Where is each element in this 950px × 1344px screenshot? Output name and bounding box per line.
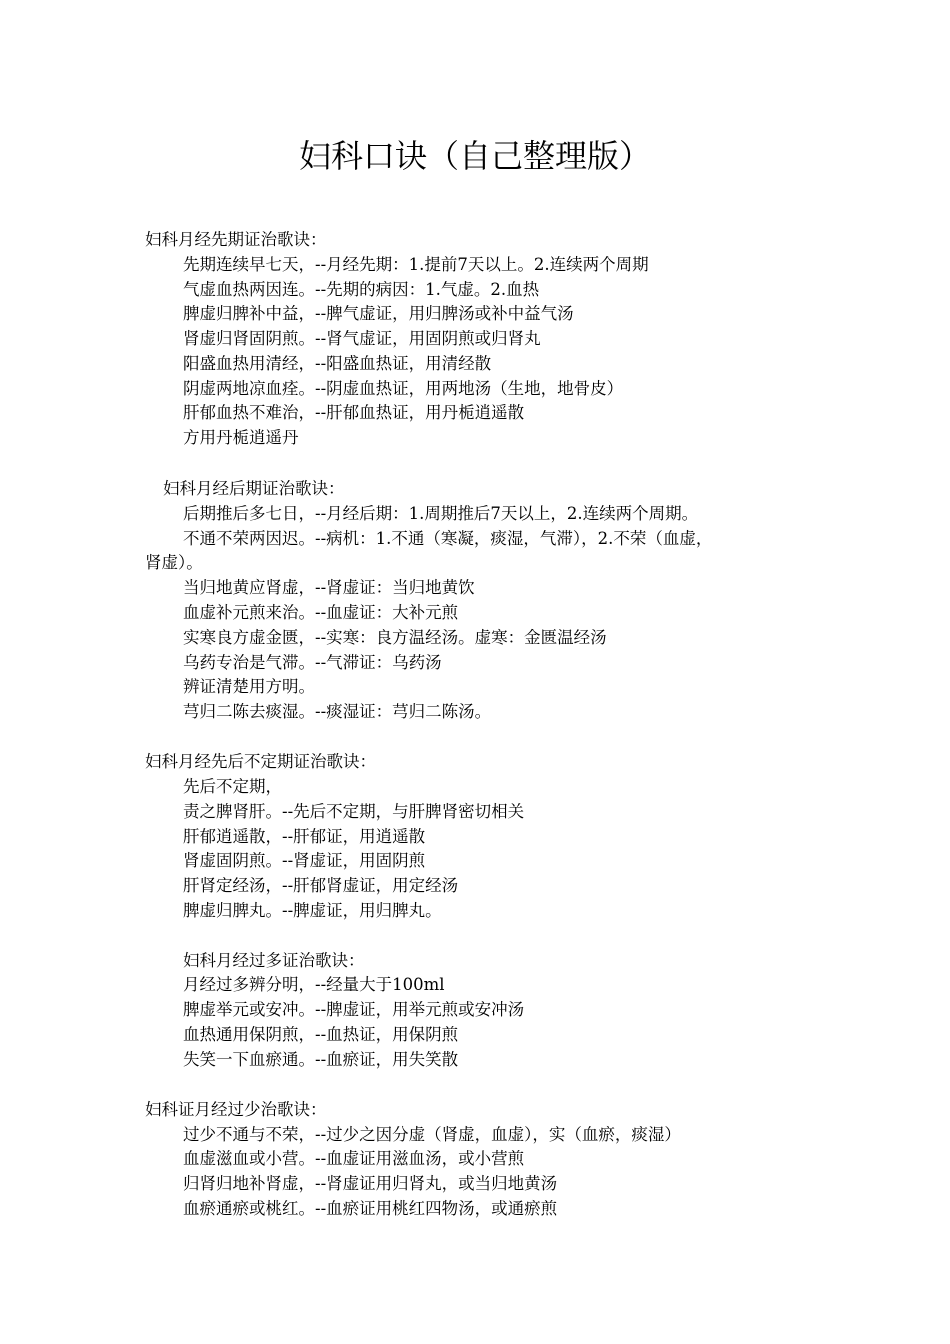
verse-line: 责之脾肾肝。--先后不定期，与肝脾肾密切相关 <box>183 802 525 821</box>
verse-line: 失笑一下血瘀通。--血瘀证，用失笑散 <box>183 1050 459 1069</box>
section-heading: 妇科月经先后不定期证治歌诀： <box>145 752 376 771</box>
verse-line: 阳盛血热用清经，--阳盛血热证，用清经散 <box>183 354 492 373</box>
verse-line: 脾虚归脾补中益，--脾气虚证，用归脾汤或补中益气汤 <box>183 304 574 323</box>
verse-line: 脾虚归脾丸。--脾虚证，用归脾丸。 <box>183 901 442 920</box>
verse-line: 不通不荣两因迟。--病机：1.不通（寒凝，痰湿，气滞），2.不荣（血虚， <box>183 529 713 548</box>
verse-line: 血瘀通瘀或桃红。--血瘀证用桃红四物汤，或通瘀煎 <box>183 1199 558 1218</box>
verse-line: 当归地黄应肾虚，--肾虚证：当归地黄饮 <box>183 578 475 597</box>
verse-line: 肾虚固阴煎。--肾虚证，用固阴煎 <box>183 851 426 870</box>
verse-line-continuation: 肾虚）。 <box>145 553 203 572</box>
verse-line: 血虚滋血或小营。--血虚证用滋血汤，或小营煎 <box>183 1149 525 1168</box>
verse-line: 肝郁逍遥散，--肝郁证，用逍遥散 <box>183 827 426 846</box>
section-heading: 妇科证月经过少治歌诀： <box>145 1100 327 1119</box>
verse-line: 肾虚归肾固阴煎。--肾气虚证，用固阴煎或归肾丸 <box>183 329 541 348</box>
verse-line: 先后不定期， <box>183 777 282 796</box>
verse-line: 辨证清楚用方明。 <box>183 677 315 696</box>
section-heading: 妇科月经后期证治歌诀： <box>163 479 345 498</box>
verse-line: 实寒良方虚金匮，--实寒：良方温经汤。虚寒：金匮温经汤 <box>183 628 607 647</box>
verse-line: 血虚补元煎来治。--血虚证：大补元煎 <box>183 603 459 622</box>
verse-line: 后期推后多七日，--月经后期：1.周期推后7天以上，2.连续两个周期。 <box>183 504 699 523</box>
verse-line: 过少不通与不荣，--过少之因分虚（肾虚，血虚），实（血瘀，痰湿） <box>183 1125 681 1144</box>
verse-line: 月经过多辨分明，--经量大于100ml <box>183 975 445 994</box>
verse-line: 归肾归地补肾虚，--肾虚证用归肾丸，或当归地黄汤 <box>183 1174 558 1193</box>
verse-line: 乌药专治是气滞。--气滞证：乌药汤 <box>183 653 442 672</box>
verse-line: 阴虚两地凉血痊。--阴虚血热证，用两地汤（生地，地骨皮） <box>183 379 624 398</box>
verse-line: 肝肾定经汤，--肝郁肾虚证，用定经汤 <box>183 876 459 895</box>
verse-line: 方用丹栀逍遥丹 <box>183 428 299 447</box>
verse-line: 先期连续早七天，--月经先期：1.提前7天以上。2.连续两个周期 <box>183 255 649 274</box>
page-title: 妇科口诀（自己整理版） <box>298 137 651 175</box>
verse-line: 芎归二陈去痰湿。--痰湿证：芎归二陈汤。 <box>183 702 492 721</box>
verse-line: 脾虚举元或安冲。--脾虚证，用举元煎或安冲汤 <box>183 1000 525 1019</box>
verse-line: 肝郁血热不难治，--肝郁血热证，用丹栀逍遥散 <box>183 403 525 422</box>
section-heading: 妇科月经先期证治歌诀： <box>145 230 327 249</box>
section-heading: 妇科月经过多证治歌诀： <box>183 951 365 970</box>
verse-line: 血热通用保阴煎，--血热证，用保阴煎 <box>183 1025 459 1044</box>
verse-line: 气虚血热两因连。--先期的病因：1.气虚。2.血热 <box>183 280 540 299</box>
